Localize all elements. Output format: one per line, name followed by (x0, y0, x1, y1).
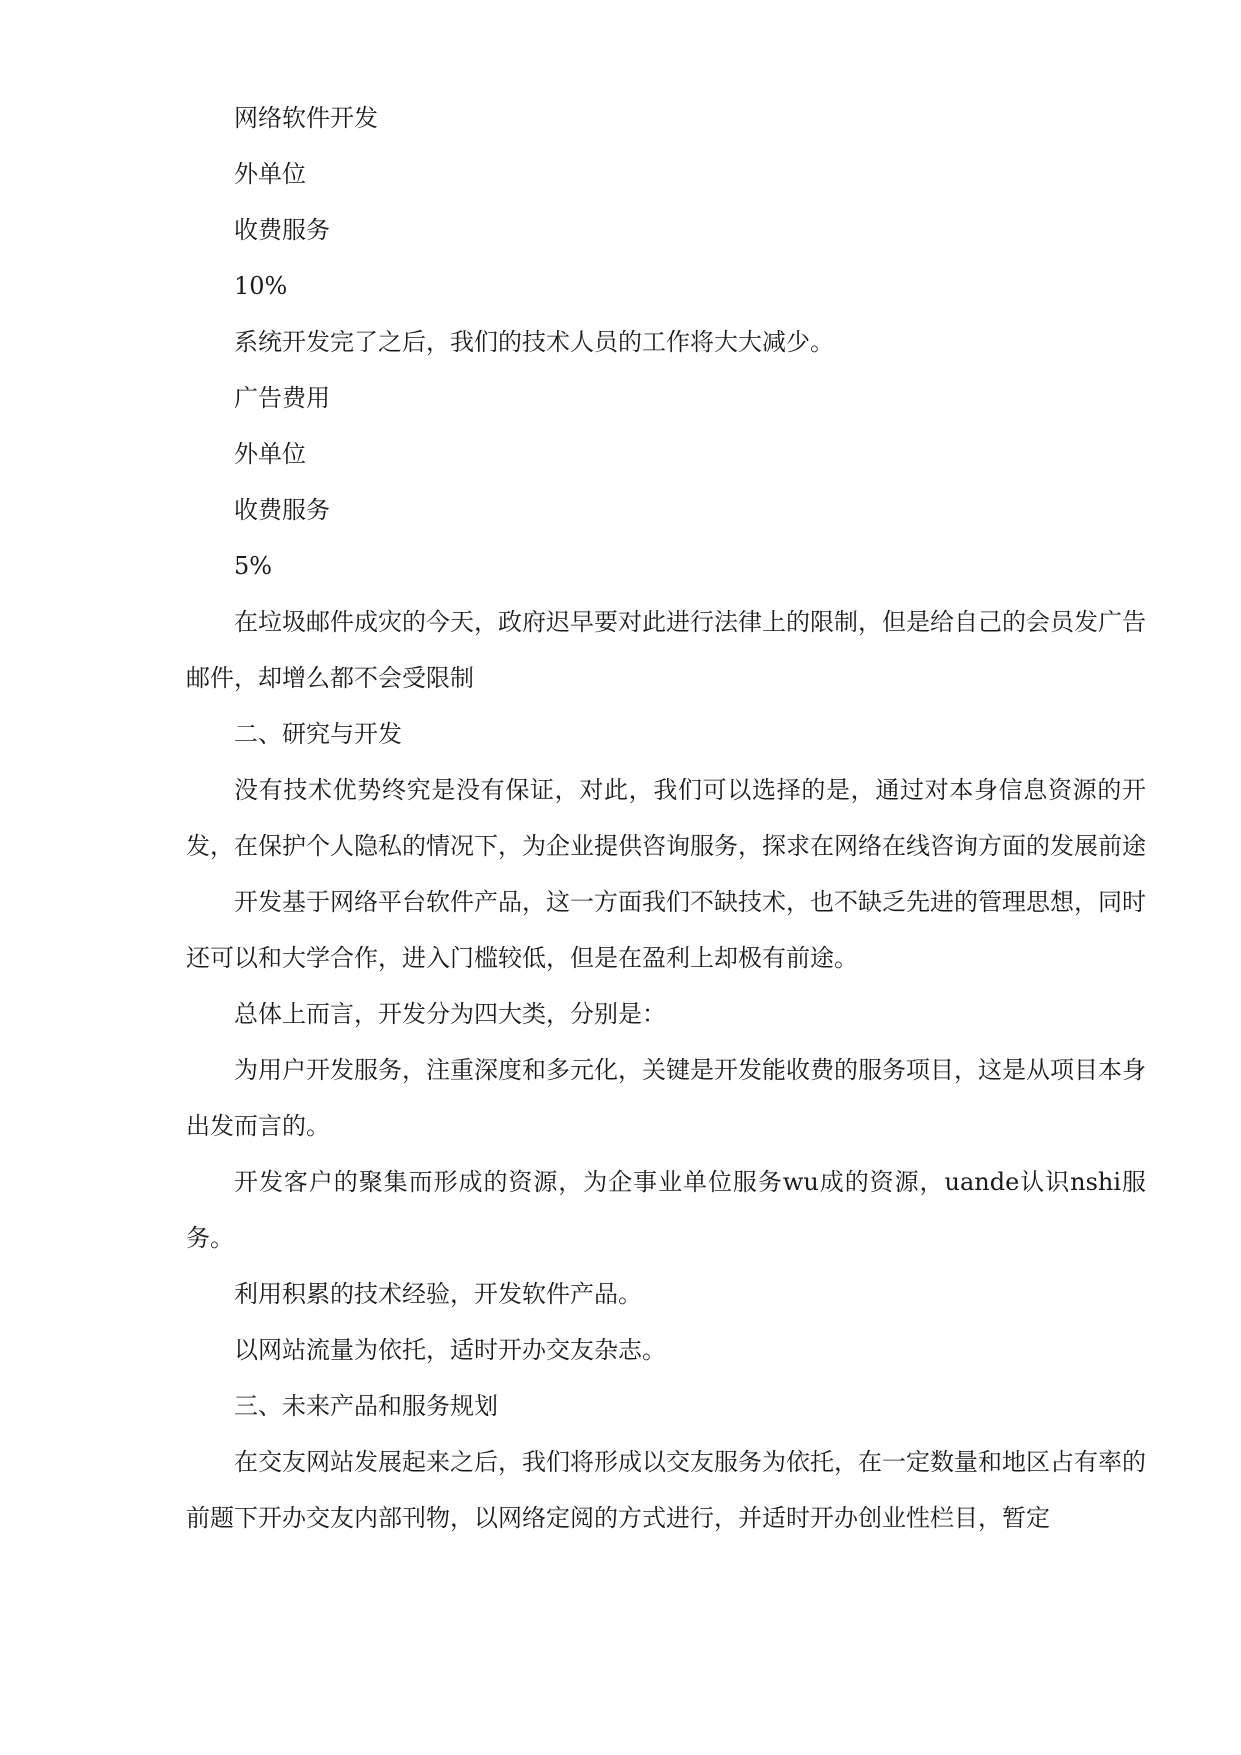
paragraph: 收费服务 (234, 216, 330, 244)
paragraph: 广告费用 (234, 384, 330, 412)
paragraph: 在垃圾邮件成灾的今天，政府迟早要对此进行法律上的限制，但是给自己的会员发广告邮件，却增么都不会受限制 (186, 608, 1146, 692)
paragraph: 5% (234, 552, 273, 580)
paragraph: 网络软件开发 (234, 104, 378, 132)
document-page (186, 90, 1146, 1546)
paragraph: 外单位 (234, 440, 306, 468)
paragraph: 总体上而言，开发分为四大类，分别是： (234, 1000, 666, 1028)
section-heading: 二、研究与开发 (234, 720, 402, 748)
paragraph: 开发客户的聚集而形成的资源，为企事业单位服务wu成的资源，uande认识nshi服务。 (186, 1168, 1146, 1252)
section-heading: 三、未来产品和服务规划 (234, 1392, 498, 1420)
paragraph: 为用户开发服务，注重深度和多元化，关键是开发能收费的服务项目，这是从项目本身出发而言的。 (186, 1056, 1146, 1140)
paragraph: 收费服务 (234, 496, 330, 524)
paragraph: 外单位 (234, 160, 306, 188)
paragraph: 利用积累的技术经验，开发软件产品。 (234, 1280, 642, 1308)
paragraph: 系统开发完了之后，我们的技术人员的工作将大大减少。 (234, 328, 834, 356)
paragraph: 以网站流量为依托，适时开办交友杂志。 (234, 1336, 666, 1364)
paragraph: 开发基于网络平台软件产品，这一方面我们不缺技术，也不缺乏先进的管理思想，同时还可以和大学合作，进入门槛较低，但是在盈利上却极有前途。 (186, 888, 1146, 972)
paragraph: 没有技术优势终究是没有保证，对此，我们可以选择的是，通过对本身信息资源的开发，在保护个人隐私的情况下，为企业提供咨询服务，探求在网络在线咨询方面的发展前途 (186, 776, 1146, 860)
paragraph: 10% (234, 272, 288, 300)
paragraph: 在交友网站发展起来之后，我们将形成以交友服务为依托，在一定数量和地区占有率的前题下开办交友内部刊物，以网络定阅的方式进行，并适时开办创业性栏目，暂定 (186, 1448, 1146, 1532)
